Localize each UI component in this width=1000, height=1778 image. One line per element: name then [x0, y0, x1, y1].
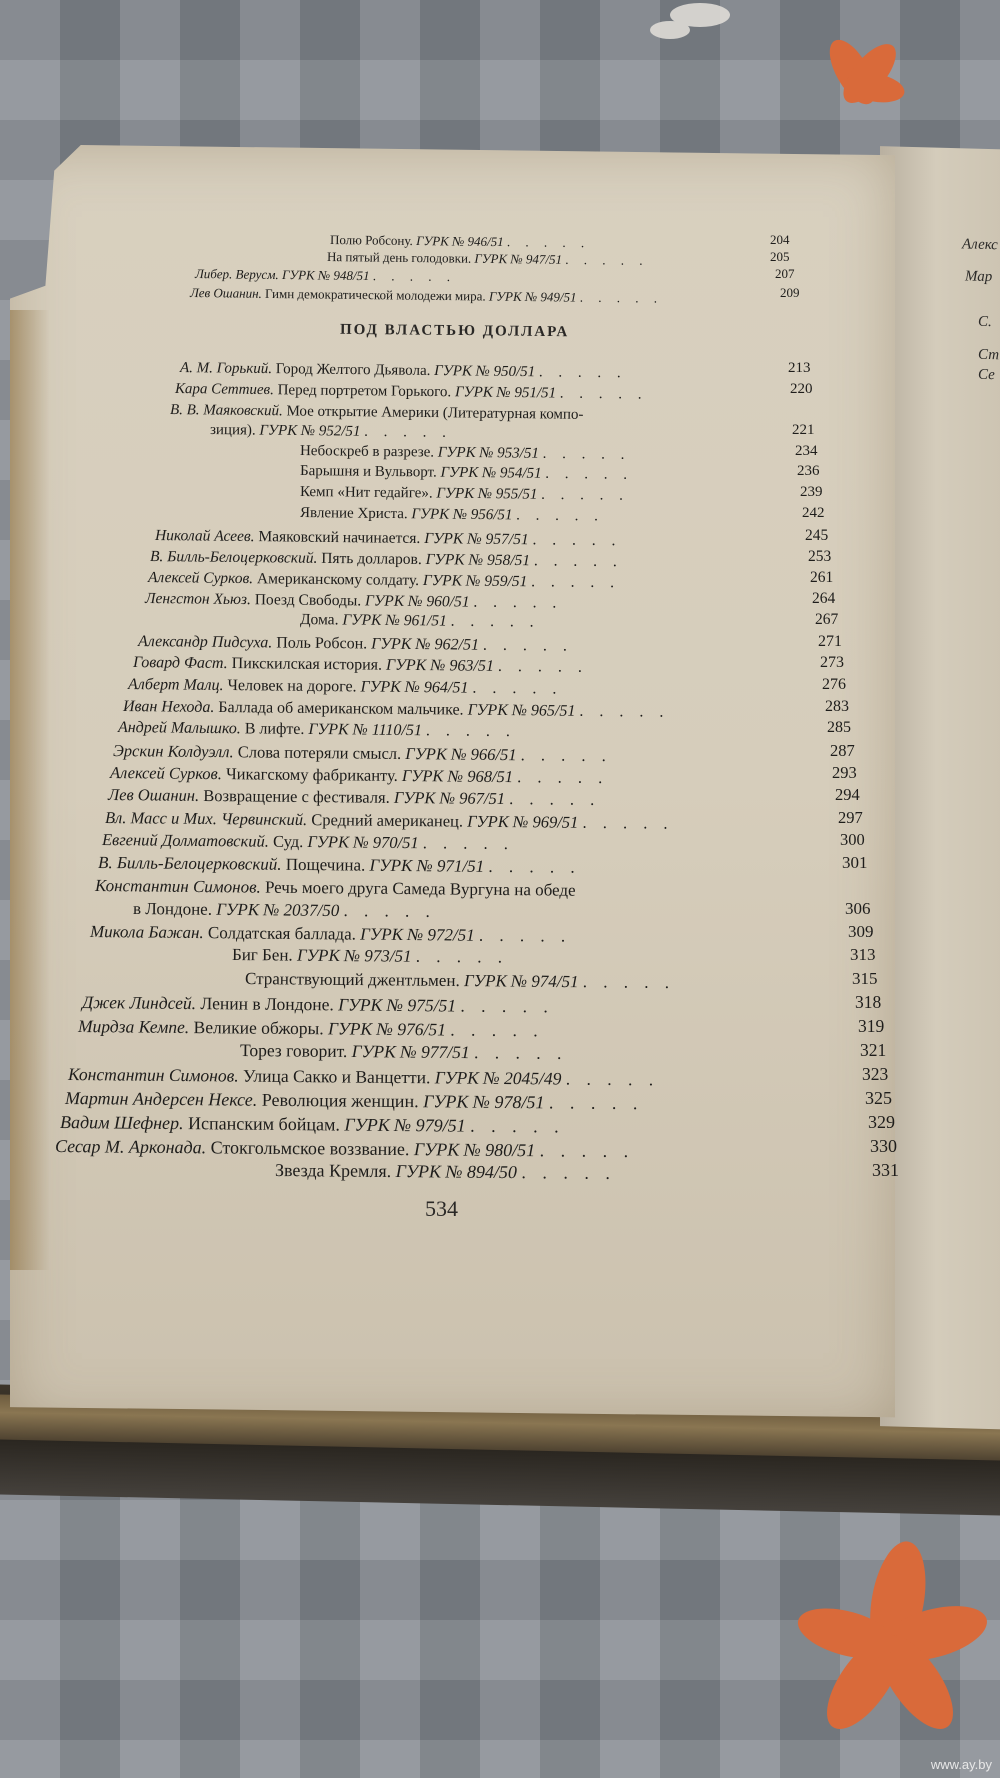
- toc-reference: ГУРК № 958/51: [425, 551, 535, 570]
- toc-reference: ГУРК № 972/51: [360, 924, 480, 945]
- toc-reference: ГУРК № 977/51: [351, 1041, 475, 1063]
- toc-entry: [95, 876, 576, 901]
- toc-page-number: 318: [855, 992, 882, 1012]
- toc-page-number: 236: [797, 463, 820, 479]
- right-page-fragment: Ст: [978, 346, 1000, 364]
- toc-entry: [68, 1064, 659, 1090]
- toc-title: Революция женщин.: [261, 1089, 424, 1112]
- toc-author: Константин Симонов.: [94, 876, 266, 897]
- toc-reference: ГУРК № 954/51: [440, 464, 546, 482]
- toc-title: Небоскреб в разрезе.: [299, 443, 438, 461]
- leader-dots: . . . . .: [520, 745, 612, 766]
- toc-entry: [133, 654, 588, 677]
- toc-entry: [170, 402, 584, 424]
- toc-page-number: 205: [770, 249, 790, 264]
- toc-entry: [90, 922, 571, 947]
- toc-author: Алберт Малц.: [127, 676, 228, 695]
- toc-title: Американскому солдату.: [256, 570, 424, 590]
- toc-title: Слова потеряли смысл.: [237, 742, 406, 764]
- toc-entry: [275, 1160, 616, 1184]
- toc-author: Александр Пидсуха.: [137, 633, 277, 652]
- toc-page-number: 297: [838, 808, 863, 827]
- toc-entry: [150, 548, 623, 571]
- toc-author: В. В. Маяковский.: [169, 402, 287, 420]
- toc-page-number: 220: [790, 381, 813, 397]
- toc-page-number: 242: [802, 505, 825, 521]
- right-page-fragment: Се: [978, 366, 995, 384]
- toc-title: Стокгольмское воззвание.: [210, 1137, 415, 1160]
- toc-entry: [300, 443, 631, 464]
- toc-title: Солдатская баллада.: [207, 923, 361, 944]
- watermark: www.ay.by: [930, 1757, 992, 1772]
- leader-dots: . . . . .: [473, 1042, 568, 1063]
- toc-entry: [113, 741, 612, 766]
- toc-reference: ГУРК № 956/51: [411, 506, 517, 524]
- toc-page-number: 209: [780, 285, 800, 300]
- toc-page-number: 325: [865, 1088, 892, 1108]
- right-page-fragment: Мар: [965, 268, 993, 286]
- leader-dots: . . . . .: [470, 1115, 565, 1137]
- toc-entry: [175, 381, 648, 404]
- toc-author: Сесар М. Арконада.: [54, 1136, 211, 1158]
- toc-entry: [190, 285, 663, 307]
- leader-dots: . . . . .: [472, 679, 563, 698]
- toc-page-number: 309: [848, 922, 874, 941]
- toc-page-number: 234: [795, 443, 818, 459]
- toc-title: Город Желтого Дьявола.: [275, 361, 435, 380]
- page-number: 534: [425, 1196, 458, 1221]
- toc-entry: [138, 633, 573, 656]
- toc-reference: ГУРК № 2045/49: [434, 1067, 566, 1089]
- toc-reference: ГУРК № 975/51: [338, 994, 461, 1016]
- toc-author: В. Билль-Белоцерковский.: [97, 853, 286, 874]
- toc-reference: ГУРК № 963/51: [385, 656, 498, 675]
- toc-reference: ГУРК № 952/51: [259, 422, 365, 440]
- toc-author: Лев Ошанин.: [107, 785, 204, 805]
- toc-entry: [155, 527, 622, 550]
- toc-reference: ГУРК № 959/51: [422, 572, 532, 591]
- toc-reference: ГУРК № 949/51: [488, 288, 580, 305]
- leader-dots: . . . . .: [538, 364, 627, 382]
- leader-dots: . . . . .: [532, 531, 622, 550]
- toc-entry: [128, 676, 563, 699]
- toc-page-number: 285: [827, 719, 851, 736]
- toc-entry: [240, 1040, 568, 1064]
- toc-title: Мое открытие Америки (Литературная компо-: [286, 403, 584, 423]
- toc-reference: ГУРК № 968/51: [401, 765, 518, 787]
- toc-reference: ГУРК № 973/51: [296, 945, 416, 966]
- toc-page-number: 294: [835, 785, 860, 804]
- toc-page-number: 276: [822, 676, 846, 693]
- leader-dots: . . . . .: [482, 636, 574, 655]
- toc-author: Николай Асеев.: [154, 527, 259, 546]
- toc-reference: ГУРК № 960/51: [365, 592, 474, 611]
- toc-page-number: 245: [805, 527, 829, 544]
- toc-author: А. М. Горький.: [179, 360, 276, 378]
- toc-title: Речь моего друга Самеда Вургуна на обеде: [264, 877, 576, 900]
- leader-dots: . . . . .: [509, 789, 601, 809]
- toc-page-number: 267: [815, 611, 839, 628]
- toc-reference: ГУРК № 967/51: [393, 787, 510, 809]
- toc-page-number: 330: [870, 1136, 897, 1156]
- leader-dots: . . . . .: [415, 946, 509, 967]
- toc-page-number: 321: [860, 1040, 887, 1060]
- leader-dots: . . . . .: [478, 925, 572, 946]
- toc-title: в Лондоне.: [132, 899, 217, 919]
- toc-page-number: 213: [788, 360, 811, 376]
- toc-author: Константин Симонов.: [67, 1064, 244, 1086]
- toc-title: Поезд Свободы.: [254, 591, 366, 610]
- toc-entry: [300, 484, 629, 505]
- toc-title: зиция).: [209, 422, 260, 439]
- toc-reference: ГУРК № 961/51: [342, 611, 451, 630]
- toc-entry: [300, 611, 540, 632]
- toc-title: Великие обжоры.: [193, 1017, 329, 1039]
- toc-page-number: 300: [840, 830, 865, 849]
- toc-reference: ГУРК № 1110/51: [308, 720, 426, 740]
- toc-title: Явление Христа.: [299, 505, 412, 523]
- toc-reference: ГУРК № 950/51: [434, 363, 540, 381]
- leader-dots: . . . . .: [488, 856, 581, 877]
- toc-author: Вадим Шефнер.: [59, 1112, 189, 1134]
- toc-title: Маяковский начинается.: [258, 528, 425, 548]
- toc-entry: [210, 422, 452, 442]
- toc-page-number: 264: [812, 590, 836, 607]
- toc-entry: [245, 969, 675, 993]
- toc-page-number: 204: [770, 232, 790, 247]
- toc-reference: ГУРК № 965/51: [467, 701, 580, 720]
- leader-dots: . . . . .: [425, 722, 516, 741]
- toc-title: Испанским бойцам.: [188, 1113, 345, 1135]
- toc-page-number: 253: [808, 548, 832, 565]
- toc-title: Дома.: [299, 611, 343, 629]
- toc-reference: ГУРК № 962/51: [371, 635, 484, 654]
- toc-reference: ГУРК № 978/51: [423, 1091, 549, 1113]
- right-page-fragment: С.: [978, 313, 992, 331]
- toc-title: Человек на дороге.: [227, 677, 361, 696]
- toc-title: Пикскилская история.: [231, 655, 387, 674]
- leader-dots: . . . . .: [450, 1019, 544, 1041]
- toc-entry: [110, 763, 609, 788]
- toc-reference: ГУРК № 964/51: [360, 678, 473, 697]
- toc-page-number: 261: [810, 569, 834, 586]
- toc-entry: [300, 463, 633, 484]
- leader-dots: . . . . .: [364, 423, 453, 441]
- toc-page-number: 313: [850, 945, 876, 964]
- toc-title: Средний американец.: [311, 810, 468, 831]
- toc-title: Странствующий джентльмен.: [244, 969, 465, 991]
- leader-dots: . . . . .: [579, 289, 664, 306]
- toc-entry: [60, 1112, 565, 1137]
- toc-reference: ГУРК № 953/51: [437, 444, 543, 462]
- leader-dots: . . . . .: [372, 268, 457, 285]
- toc-title: Полю Робсону.: [329, 232, 417, 249]
- toc-title: Биг Бен.: [231, 945, 298, 965]
- toc-page-number: 315: [852, 969, 878, 988]
- toc-entry: [98, 853, 581, 878]
- toc-reference: ГУРК № 946/51: [416, 233, 508, 250]
- toc-entry: [65, 1088, 644, 1114]
- leader-dots: . . . . .: [473, 593, 563, 612]
- toc-page-number: 221: [792, 422, 815, 438]
- leader-dots: . . . . .: [582, 812, 674, 833]
- leader-dots: . . . . .: [548, 1092, 644, 1114]
- toc-reference: ГУРК № 948/51: [281, 267, 373, 284]
- toc-page-number: 329: [868, 1112, 895, 1132]
- toc-author: Говард Фаст.: [132, 654, 232, 673]
- toc-reference: ГУРК № 976/51: [327, 1018, 451, 1040]
- leader-dots: . . . . .: [517, 767, 609, 788]
- toc-reference: ГУРК № 969/51: [467, 811, 583, 832]
- toc-author: Эрскин Колдуэлл.: [112, 741, 238, 762]
- toc-title: Ленин в Лондоне.: [200, 993, 339, 1015]
- toc-title: В лифте.: [244, 720, 309, 738]
- toc-entry: [108, 785, 601, 810]
- toc-reference: ГУРК № 947/51: [474, 250, 566, 267]
- toc-entry: [195, 266, 456, 285]
- toc-reference: ГУРК № 980/51: [413, 1139, 540, 1161]
- toc-title: Поль Робсон.: [276, 634, 372, 653]
- toc-reference: ГУРК № 951/51: [454, 384, 560, 402]
- toc-page-number: 283: [825, 698, 849, 715]
- toc-author: Микола Бажан.: [89, 922, 209, 943]
- toc-title: На пятый день голодовки.: [326, 249, 475, 266]
- toc-title: Торез говорит.: [239, 1040, 352, 1062]
- toc-author: Мартин Андерсен Нексе.: [64, 1088, 262, 1110]
- leader-dots: . . . . .: [542, 445, 631, 463]
- toc-entry: [118, 719, 516, 741]
- toc-reference: ГУРК № 970/51: [307, 832, 423, 853]
- leader-dots: . . . . .: [497, 657, 588, 676]
- toc-title: Баллада об американском мальчике.: [218, 698, 468, 719]
- leader-dots: . . . . .: [545, 465, 634, 483]
- leader-dots: . . . . .: [343, 901, 436, 921]
- toc-author: Евгений Долматовский.: [101, 830, 274, 851]
- toc-reference: ГУРК № 971/51: [369, 855, 489, 876]
- leader-dots: . . . . .: [531, 573, 621, 592]
- toc-entry: [133, 899, 436, 922]
- toc-author: Лев Ошанин.: [189, 285, 266, 301]
- toc-title: Гимн демократической молодежи мира.: [264, 285, 490, 304]
- leader-dots: . . . . .: [450, 612, 540, 631]
- toc-title: Кемп «Нит гедайге».: [299, 484, 437, 502]
- leader-dots: . . . . .: [539, 1140, 635, 1162]
- toc-entry: [55, 1136, 634, 1162]
- section-title: ПОД ВЛАСТЬЮ ДОЛЛАРА: [339, 321, 570, 341]
- toc-author: В. Билль-Белоцерковский.: [149, 548, 322, 567]
- toc-author: Андрей Малышко.: [117, 719, 245, 738]
- leader-dots: . . . . .: [460, 995, 554, 1017]
- toc-reference: ГУРК № 955/51: [436, 485, 542, 503]
- toc-entry: [105, 808, 674, 834]
- leader-dots: . . . . .: [559, 385, 648, 403]
- toc-page-number: 273: [820, 654, 844, 671]
- toc-title: Звезда Кремля.: [274, 1160, 396, 1182]
- toc-title: Пять долларов.: [321, 549, 426, 569]
- leader-dots: . . . . .: [516, 507, 605, 525]
- toc-reference: ГУРК № 966/51: [405, 744, 521, 765]
- toc-entry: [330, 232, 590, 251]
- toc-title: Барышня и Вульворт.: [299, 463, 441, 481]
- right-page-fragment: Алекс: [962, 236, 998, 254]
- toc-page-number: 207: [775, 266, 795, 281]
- toc-entry: [82, 992, 554, 1017]
- leader-dots: . . . . .: [533, 552, 623, 571]
- toc-title: Улица Сакко и Ванцетти.: [242, 1065, 435, 1088]
- toc-entry: [327, 249, 649, 269]
- leader-dots: . . . . .: [582, 972, 676, 993]
- toc-entry: [78, 1016, 544, 1041]
- toc-entry: [300, 505, 604, 525]
- toc-author: Вл. Масс и Мих. Червинский.: [104, 808, 312, 830]
- leader-dots: . . . . .: [541, 486, 630, 504]
- toc-entry: [123, 698, 670, 722]
- toc-author: Иван Нехода.: [122, 698, 219, 716]
- toc-page-number: 293: [832, 763, 857, 782]
- toc-title: Чикагскому фабриканту.: [225, 764, 403, 785]
- toc-author: Алексей Сурков.: [147, 569, 258, 588]
- toc-author: Кара Сеттиев.: [174, 381, 278, 399]
- toc-page-number: 331: [872, 1160, 899, 1180]
- toc-page-number: 239: [800, 484, 823, 500]
- toc-author: Ленгстон Хьюз.: [144, 590, 255, 609]
- toc-author: Алексей Сурков.: [109, 763, 227, 784]
- toc-title: Перед портретом Горького.: [277, 382, 456, 401]
- toc-reference: ГУРК № 894/50: [395, 1161, 522, 1183]
- leader-dots: . . . . .: [506, 234, 591, 251]
- toc-page-number: 271: [818, 633, 842, 650]
- leader-dots: . . . . .: [422, 833, 514, 854]
- toc-entry: [102, 830, 514, 854]
- toc-reference: ГУРК № 979/51: [344, 1114, 471, 1136]
- toc-entry: [145, 590, 562, 613]
- toc-page-number: 287: [830, 741, 855, 760]
- toc-author: Либер. Верусм.: [194, 266, 283, 283]
- toc-page-number: 319: [858, 1016, 885, 1036]
- leader-dots: . . . . .: [565, 1068, 660, 1090]
- toc-entry: [148, 569, 620, 592]
- toc-title: Пощечина.: [285, 854, 370, 875]
- leader-dots: . . . . .: [579, 702, 670, 721]
- toc-entry: [180, 360, 627, 382]
- toc-author: Джек Линдсей.: [81, 992, 201, 1014]
- toc-page-number: 301: [842, 853, 868, 872]
- leader-dots: . . . . .: [521, 1162, 617, 1183]
- toc-reference: ГУРК № 974/51: [463, 971, 583, 992]
- toc-author: Мирдза Кемпе.: [77, 1016, 194, 1038]
- leader-dots: . . . . .: [565, 251, 649, 268]
- toc-page-number: 323: [862, 1064, 889, 1084]
- toc-page-number: 306: [845, 899, 871, 918]
- toc-reference: ГУРК № 2037/50: [216, 899, 344, 921]
- toc-entry: [232, 945, 508, 968]
- toc-title: Суд.: [272, 831, 308, 852]
- toc-title: Возвращение с фестиваля.: [203, 785, 395, 807]
- toc-reference: ГУРК № 957/51: [424, 530, 533, 549]
